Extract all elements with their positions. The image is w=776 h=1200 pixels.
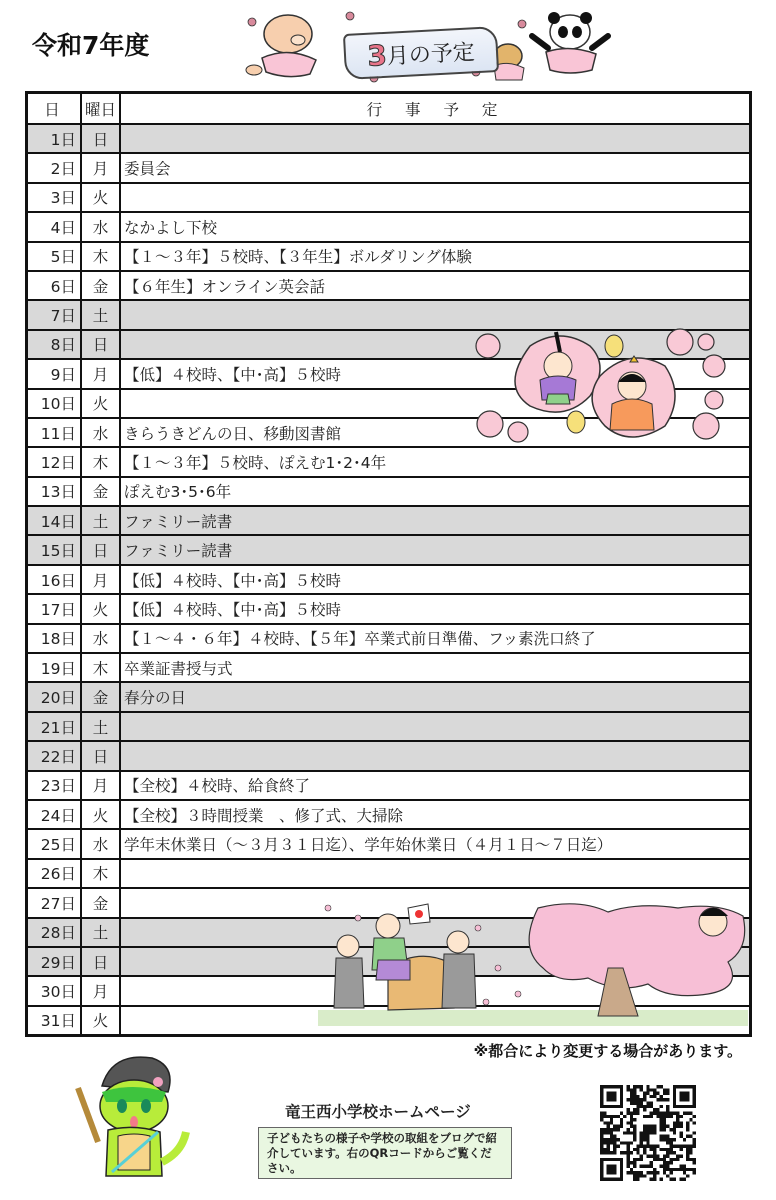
day-of-week-cell: 土: [81, 712, 120, 741]
date-cell: 20日: [27, 682, 82, 711]
day-of-week-cell: 水: [81, 829, 120, 858]
banner-title-text: 月の予定: [386, 39, 476, 70]
day-of-week-cell: 土: [81, 300, 120, 329]
table-row: [27, 153, 751, 182]
date-cell: 8日: [27, 330, 82, 359]
table-row: [27, 271, 751, 300]
table-row: [27, 859, 751, 888]
event-cell: なかよし下校: [120, 212, 751, 241]
month-banner-illustration: [240, 8, 618, 86]
date-cell: 3日: [27, 183, 82, 212]
day-of-week-cell: 火: [81, 1006, 120, 1036]
banner-title: [343, 26, 499, 80]
date-cell: 13日: [27, 477, 82, 506]
date-cell: 16日: [27, 565, 82, 594]
table-row: [27, 212, 751, 241]
date-cell: 24日: [27, 800, 82, 829]
table-row: [27, 535, 751, 564]
table-row: [27, 565, 751, 594]
date-cell: 6日: [27, 271, 82, 300]
event-cell: [120, 741, 751, 770]
date-cell: 23日: [27, 771, 82, 800]
day-of-week-cell: 水: [81, 418, 120, 447]
date-cell: 15日: [27, 535, 82, 564]
event-cell: [120, 859, 751, 888]
day-of-week-cell: 水: [81, 624, 120, 653]
day-of-week-cell: 金: [81, 682, 120, 711]
event-cell: 【低】４校時、【中･高】５校時: [120, 594, 751, 623]
date-cell: 25日: [27, 829, 82, 858]
date-cell: 10日: [27, 389, 82, 418]
date-cell: 26日: [27, 859, 82, 888]
event-cell: 委員会: [120, 153, 751, 182]
day-of-week-cell: 金: [81, 888, 120, 917]
table-row: [27, 242, 751, 271]
table-row: [27, 800, 751, 829]
day-of-week-cell: 土: [81, 506, 120, 535]
date-cell: 22日: [27, 741, 82, 770]
table-row: [27, 447, 751, 476]
day-of-week-cell: 日: [81, 124, 120, 153]
event-cell: 春分の日: [120, 682, 751, 711]
date-cell: 1日: [27, 124, 82, 153]
change-notice: ※都合により変更する場合があります。: [473, 1042, 742, 1060]
date-cell: 5日: [27, 242, 82, 271]
event-cell: 【１～４・６年】４校時、【５年】卒業式前日準備、フッ素洗口終了: [120, 624, 751, 653]
date-cell: 30日: [27, 976, 82, 1005]
day-of-week-cell: 月: [81, 565, 120, 594]
day-of-week-cell: 木: [81, 242, 120, 271]
date-cell: 11日: [27, 418, 82, 447]
table-row: [27, 829, 751, 858]
date-cell: 7日: [27, 300, 82, 329]
event-cell: 学年末休業日（～３月３１日迄）、学年始休業日（４月１日～７日迄）: [120, 829, 751, 858]
day-of-week-cell: 金: [81, 271, 120, 300]
day-of-week-cell: 木: [81, 653, 120, 682]
date-cell: 9日: [27, 359, 82, 388]
table-row: [27, 124, 751, 153]
table-row: [27, 682, 751, 711]
event-cell: ぽえむ3･5･6年: [120, 477, 751, 506]
day-of-week-cell: 日: [81, 330, 120, 359]
day-of-week-cell: 土: [81, 918, 120, 947]
date-cell: 17日: [27, 594, 82, 623]
date-cell: 18日: [27, 624, 82, 653]
event-cell: 卒業証書授与式: [120, 653, 751, 682]
schedule-table: [25, 91, 752, 1037]
date-cell: 19日: [27, 653, 82, 682]
event-cell: 【全校】４校時、給食終了: [120, 771, 751, 800]
table-row: [27, 771, 751, 800]
event-cell: ファミリー読書: [120, 506, 751, 535]
date-cell: 27日: [27, 888, 82, 917]
table-row: [27, 624, 751, 653]
day-of-week-cell: 金: [81, 477, 120, 506]
day-of-week-cell: 火: [81, 183, 120, 212]
table-row: [27, 741, 751, 770]
fiscal-year-title: 令和7年度: [32, 31, 150, 60]
event-cell: [120, 183, 751, 212]
day-of-week-cell: 日: [81, 947, 120, 976]
event-cell: 【全校】３時間授業 、修了式、大掃除: [120, 800, 751, 829]
day-of-week-cell: 火: [81, 800, 120, 829]
event-cell: 【６年生】オンライン英会話: [120, 271, 751, 300]
day-of-week-cell: 木: [81, 447, 120, 476]
event-cell: きらうきどんの日、移動図書館: [120, 418, 751, 447]
event-cell: [120, 124, 751, 153]
table-row: [27, 477, 751, 506]
event-cell: ファミリー読書: [120, 535, 751, 564]
event-cell: 【１～３年】５校時、ぽえむ1･2･4年: [120, 447, 751, 476]
date-cell: 28日: [27, 918, 82, 947]
day-of-week-cell: 火: [81, 594, 120, 623]
event-cell: 【１～３年】５校時、【３年生】ボルダリング体験: [120, 242, 751, 271]
table-row: [27, 506, 751, 535]
event-cell: 【低】４校時、【中･高】５校時: [120, 359, 751, 388]
table-header-row: [27, 93, 751, 125]
table-row: [27, 712, 751, 741]
table-row: [27, 653, 751, 682]
column-header-events: 行 事 予 定: [120, 93, 751, 125]
day-of-week-cell: 月: [81, 359, 120, 388]
date-cell: 29日: [27, 947, 82, 976]
banner-title-number: 3: [366, 38, 388, 73]
day-of-week-cell: 木: [81, 859, 120, 888]
day-of-week-cell: 火: [81, 389, 120, 418]
homepage-title: 竜王西小学校ホームページ: [285, 1103, 471, 1121]
day-of-week-cell: 日: [81, 535, 120, 564]
date-cell: 12日: [27, 447, 82, 476]
column-header-day-of-week: 曜日: [81, 93, 120, 125]
cherry-blossom-viewing-illustration: [318, 898, 748, 1028]
table-row: [27, 594, 751, 623]
event-cell: 【低】４校時、【中･高】５校時: [120, 565, 751, 594]
date-cell: 14日: [27, 506, 82, 535]
day-of-week-cell: 月: [81, 976, 120, 1005]
day-of-week-cell: 日: [81, 741, 120, 770]
event-cell: [120, 712, 751, 741]
hina-dolls-illustration: [470, 326, 732, 448]
date-cell: 2日: [27, 153, 82, 182]
homepage-description: 子どもたちの様子や学校の取組をブログで紹介しています。右のQRコードからご覧ください。: [258, 1127, 512, 1179]
table-row: [27, 183, 751, 212]
day-of-week-cell: 月: [81, 771, 120, 800]
column-header-date: 日: [27, 93, 82, 125]
day-of-week-cell: 水: [81, 212, 120, 241]
date-cell: 31日: [27, 1006, 82, 1036]
day-of-week-cell: 月: [81, 153, 120, 182]
date-cell: 21日: [27, 712, 82, 741]
qr-code[interactable]: [600, 1085, 696, 1181]
date-cell: 4日: [27, 212, 82, 241]
school-mascot-illustration: [72, 1052, 192, 1192]
